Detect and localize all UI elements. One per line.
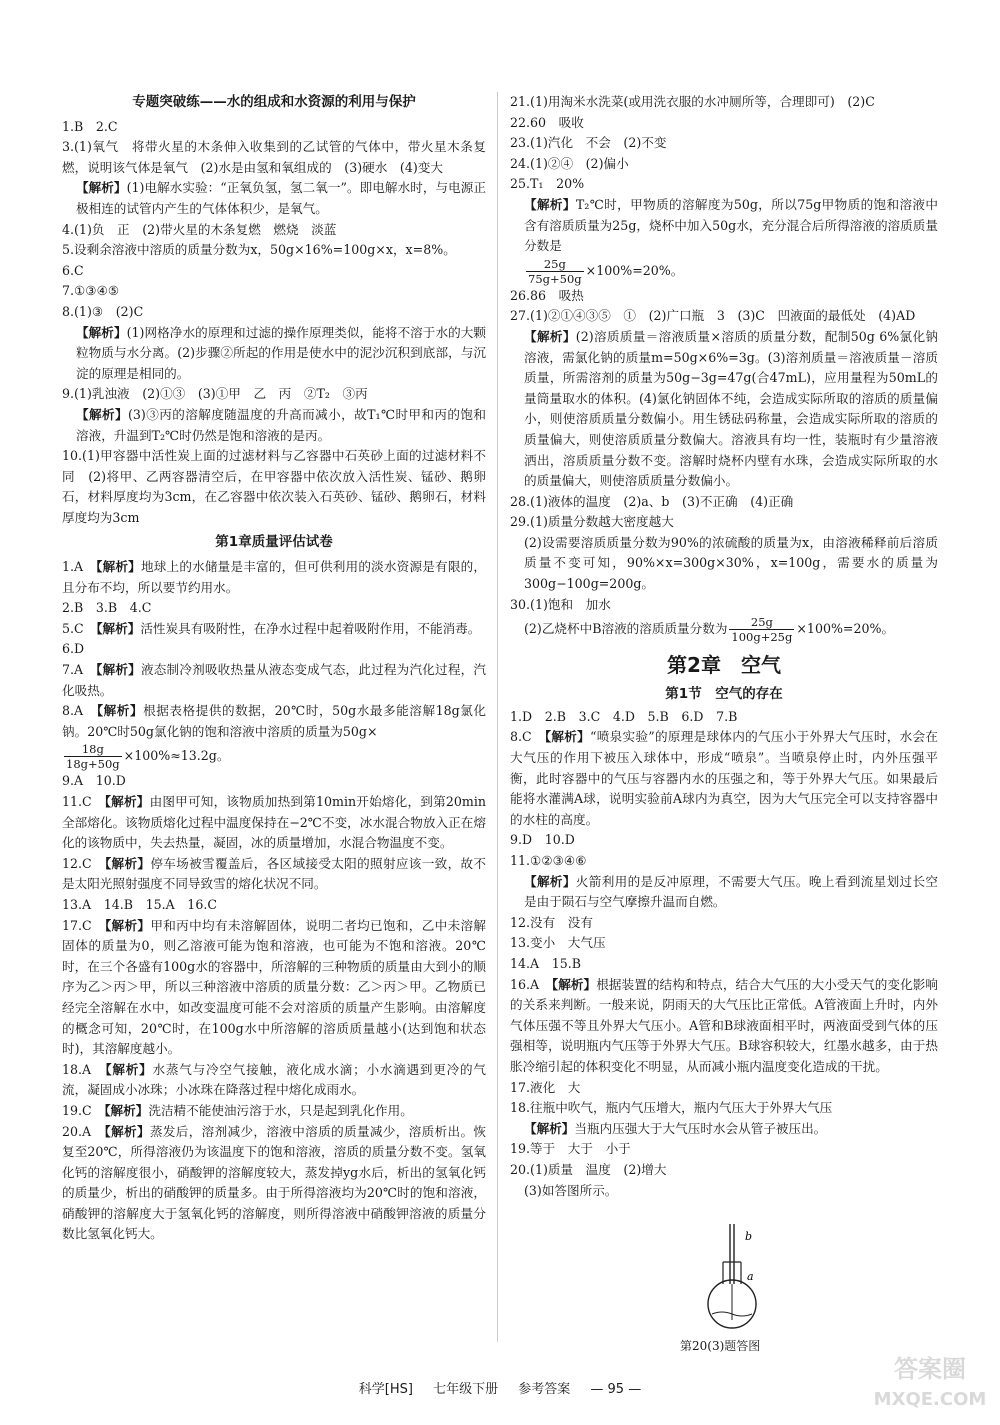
answer-line: 【解析】(1)电解水实验：“正氧负氢，氢二氧一”。即电解水时，与电源正极相连的试管内产生的气体体积少，是氧气。 [76, 180, 487, 216]
answer-line: 8.(1)③ (2)C [62, 303, 144, 319]
answer-line: 7.①③④⑤ [62, 283, 120, 299]
answer-line: 20.(1)质量 温度 (2)增大 [510, 1161, 667, 1177]
answer-line: 12.C 【解析】停车场被雪覆盖后，各区域接受太阳的照射应该一致，故不是太阳光照射强度不同导致雪的熔化状况不同。 [62, 855, 487, 892]
answer-line: 19.等于 大于 小于 [510, 1141, 631, 1157]
fraction-30: $\frac{25g}{100g+25g}$ [731, 615, 793, 645]
right-answer-list-3 [510, 707, 938, 1201]
answer-line: 2.B 3.B 4.C [62, 600, 152, 616]
answer-line: 20.A 【解析】蒸发后，溶剂减少，溶液中溶质的质量减少，溶质析出。恢复至20℃，所得溶液仍为该温度下的饱和溶液，溶质的质量分数不变。氢氧化钙的溶解度很小，硝酸钾的溶解度较大，蒸发掉yg水后，析出的氢氧化钙的质量少，析出的硝酸钾的质量多。由于所得溶液均为20℃时的饱和溶液，硝酸钾的溶解度大于氢氧化钙的溶解度，则所得溶液中硝酸钾溶液的质量分数比氢氧化钙大。 [62, 1123, 487, 1242]
formula-line-8: $\frac{18g}{18g+50g}$ ×100%≈13.2g。 [66, 742, 230, 772]
answer-line: 1.B 2.C [62, 118, 118, 134]
answer-line: 【解析】T₂℃时，甲物质的溶解度为50g，所以75g甲物质的饱和溶液中含有溶质质量为25g，烧杯中加入50g水，充分混合后所得溶液的溶质质量分数是 [524, 196, 938, 254]
answer-line: 11.①②③④⑥ [510, 853, 587, 868]
answer-line: (2)设需要溶质质量分数为90%的浓硫酸的质量为x，由溶液稀释前后溶质质量不变可知，90%×x=300g×30%，x=100g，需要水的质量为300g−100g=200g。 [524, 534, 938, 592]
answer-line: 9.(1)乳浊液 (2)①③ (3)①甲 乙 丙 ②T₂ ③丙 [62, 386, 368, 402]
answer-line: 【解析】当瓶内压强大于大气压时水会从管子被压出。 [524, 1120, 827, 1136]
formula-line-25: $\frac{25g}{75g+50g}$ ×100%=20%。 [528, 256, 684, 286]
answer-line: 6.D [62, 641, 85, 657]
answer-line: 13.变小 大气压 [510, 935, 606, 951]
left-column [62, 92, 486, 1245]
answer-line: 22.60 吸收 [510, 114, 584, 130]
answer-line: 29.(1)质量分数越大密度越大 [510, 514, 674, 530]
svg-text:MXQE.COM: MXQE.COM [873, 1389, 987, 1410]
answer-line: 14.A 15.B [510, 955, 581, 971]
left-answer-list [62, 117, 486, 529]
answer-line: 26.86 吸热 [510, 287, 584, 303]
answer-line: 21.(1)用淘米水洗菜(或用洗衣服的水冲厕所等，合理即可) (2)C [510, 94, 875, 109]
answer-line: 【解析】火箭利用的是反冲原理，不需要大气压。晚上看到流星划过长空是由于陨石与空气摩擦升温而自燃。 [524, 873, 939, 910]
footer-type: 参考答案 [518, 1382, 571, 1397]
answer-line: 10.(1)甲容器中活性炭上面的过滤材料与乙容器中石英砂上面的过滤材料不同 (2)将甲、乙两容器清空后，在甲容器中依次放入活性炭、锰砂、鹅卵石，材料厚度均为3cm，在乙容器中依次装入石英砂、锰砂、鹅卵石，材料厚度均为3cm [62, 448, 486, 525]
answer-line: 9.D 10.D [510, 832, 575, 848]
answer-line: 17.液化 大 [510, 1079, 581, 1095]
svg-text:答案圈: 答案圈 [894, 1355, 966, 1383]
label-b: b [745, 1230, 753, 1243]
footer-subject: 科学[HS] [358, 1382, 413, 1397]
section-title: 第1节 空气的存在 [665, 686, 783, 703]
answer-line: 3.(1)氧气 将带火星的木条伸入收集到的乙试管的气体中，带火星木条复燃，说明该气体是氧气 (2)水是由氢和氧组成的 (3)硬水 (4)变大 [62, 139, 486, 175]
answer-line: 17.C 【解析】甲和丙中均有未溶解固体，说明二者均已饱和，乙中未溶解固体的质量为0，则乙溶液可能为饱和溶液，也可能为不饱和溶液。20℃时，在三个各盛有100g水的容器中，所溶解的三种物质的质量由大到小的顺序为乙＞丙＞甲，所以三种溶液中溶质的质量分数：乙＞丙＞甲。乙物质已经完全溶解在水中，如改变温度可能不会对溶质的质量产生影响。由溶解度的概念可知，20℃时，在100g水中所溶解的溶质质量越小(达到饱和状态时)，其溶解度越小。 [62, 917, 487, 1057]
right-answer-list-2 [510, 286, 938, 616]
footer-page-number: — 95 — [590, 1382, 642, 1397]
answer-line: 1.D 2.B 3.C 4.D 5.B 6.D 7.B [510, 708, 738, 724]
fraction-25: $\frac{25g}{75g+50g}$ [528, 256, 582, 286]
answer-line: 30.(1)饱和 加水 [510, 596, 611, 612]
footer-grade: 七年级下册 [433, 1382, 499, 1397]
answer-line: 6.C [62, 262, 84, 278]
formula-line-30: (2)乙烧杯中B溶液的溶质质量分数为 $\frac{25g}{100g+25g}$ ×100%=20%。 [524, 615, 895, 645]
answer-line: 12.没有 没有 [510, 914, 593, 930]
answer-line: 8.C 【解析】“喷泉实验”的原理是球体内的气压小于外界大气压时，水会在大气压的作用下被压入球体中，形成“喷泉”。当喷泉停止时，内外压强平衡，此时容器中的气压与容器内水的压强之和，等于外界大气压。如果最后能将水灌满A球，说明实验前A球内为真空，因为大气压完全可以支持容器中的水柱的高度。 [510, 729, 938, 827]
answer-line: 28.(1)液体的温度 (2)a、b (3)不正确 (4)正确 [510, 493, 794, 509]
answer-line: 【解析】(1)网格净水的原理和过滤的操作原理类似，能将不溶于水的大颗粒物质与水分离。(2)步骤②所起的作用是使水中的泥沙沉积到底部，与沉淀的原理是相同的。 [76, 324, 487, 381]
answer-line: 9.A 10.D [62, 773, 126, 789]
answer-line: 23.(1)汽化 不会 (2)不变 [510, 135, 667, 151]
section-heading: 专题突破练——水的组成和水资源的利用与保护 [132, 94, 416, 110]
answer-line: 5.设剩余溶液中溶质的质量分数为x，50g×16%=100g×x，x=8%。 [62, 242, 456, 258]
answer-line: 13.A 14.B 15.A 16.C [62, 896, 217, 912]
page-footer [0, 1378, 1000, 1397]
answer-line: 25.T₁ 20% [510, 176, 585, 192]
answer-line: 【解析】(3)③丙的溶解度随温度的升高而减小，故T₁℃时甲和丙的饱和溶液，升温到T₂℃时仍然是饱和溶液的是丙。 [76, 406, 486, 443]
answer-line: 7.A 【解析】液态制冷剂吸收热量从液态变成气态，此过程为汽化过程，汽化吸热。 [62, 662, 486, 698]
left-answer-list-2 [62, 557, 486, 1245]
right-column [510, 92, 938, 1201]
answer-line: 18.往瓶中吹气，瓶内气压增大，瓶内气压大于外界大气压 [510, 1100, 833, 1116]
figure-caption: 第20(3)题答图 [680, 1339, 761, 1353]
answer-line: 24.(1)②④ (2)偏小 [510, 155, 629, 171]
answer-line: 27.(1)②①④③⑤ ① (2)广口瓶 3 (3)C 凹液面的最低处 (4)AD [510, 308, 916, 324]
section-heading-2: 第1章质量评估试卷 [215, 534, 333, 551]
answer-line: 1.A 【解析】地球上的水储量是丰富的，但可供利用的淡水资源是有限的，且分布不均，所以要节约用水。 [62, 559, 486, 595]
answer-line: 【解析】(2)溶质质量＝溶液质量×溶质的质量分数，配制50g 6%氯化钠溶液，需氯化钠的质量m=50g×6%=3g。(3)溶剂质量＝溶液质量－溶质质量，所需溶剂的质量为50g−3g=47g(合47mL)，应用量程为50mL的量筒量取水的体积。(4)氯化钠固体不纯，会造成实际所取的溶质的质量偏小，则使溶质质量分数偏小。用生锈砝码称量，会造成实际所取的溶质的质量偏大，则使溶质质量分数偏大。溶液具有均一性，装瓶时有少量溶液洒出，溶质质量分数不变。溶解时烧杯内壁有水珠，会造成实际所取的水的质量偏大，则使溶质质量分数偏小。 [524, 328, 939, 489]
watermark-logo [870, 1345, 990, 1415]
column-divider [497, 92, 498, 1342]
answer-line: 18.A 【解析】水蒸气与冷空气接触，液化成水滴；小水滴遇到更冷的气流，凝固成小冰珠；小冰珠在降落过程中熔化成雨水。 [62, 1061, 487, 1098]
right-answer-list [510, 92, 938, 257]
answer-line: (3)如答图所示。 [524, 1182, 618, 1198]
flask-apparatus-figure [690, 1222, 770, 1332]
fraction-8: $\frac{18g}{18g+50g}$ [66, 742, 120, 772]
answer-line: 5.C 【解析】活性炭具有吸附性，在净水过程中起着吸附作用，不能消毒。 [62, 620, 481, 636]
answer-line: 19.C 【解析】洗洁精不能使油污溶于水，只是起到乳化作用。 [62, 1102, 413, 1118]
answer-line: 4.(1)负 正 (2)带火星的木条复燃 燃烧 淡蓝 [62, 221, 337, 237]
answer-line: 11.C 【解析】由图甲可知，该物质加热到第10min开始熔化，到第20min全部熔化。该物质熔化过程中温度保持在−2℃不变，冰水混合物放入正在熔化的该物质中，失去热量，凝固，冰的质量增加，水混合物温度不变。 [62, 794, 486, 851]
answer-line: 16.A 【解析】根据装置的结构和特点，结合大气压的大小受天气的变化影响的关系来判断。一般来说，阴雨天的大气压比正常低。A管液面上升时，内外气体压强不等且外界大气压小。A管和B球液面相平时，两液面受到气体的压强相等，说明瓶内气压等于外界大气压。B球容积较大，红墨水越多，由于热胀冷缩引起的体积变化不明显，从而减小瓶内温度变化造成的干扰。 [510, 976, 939, 1074]
chapter-heading: 第2章 空气 [667, 653, 781, 678]
label-a: a [747, 1270, 754, 1283]
answer-line: 8.A 【解析】根据表格提供的数据，20℃时，50g水最多能溶解18g氯化钠。20℃时50g氯化钠的饱和溶液中溶质的质量为50g× [62, 703, 486, 739]
